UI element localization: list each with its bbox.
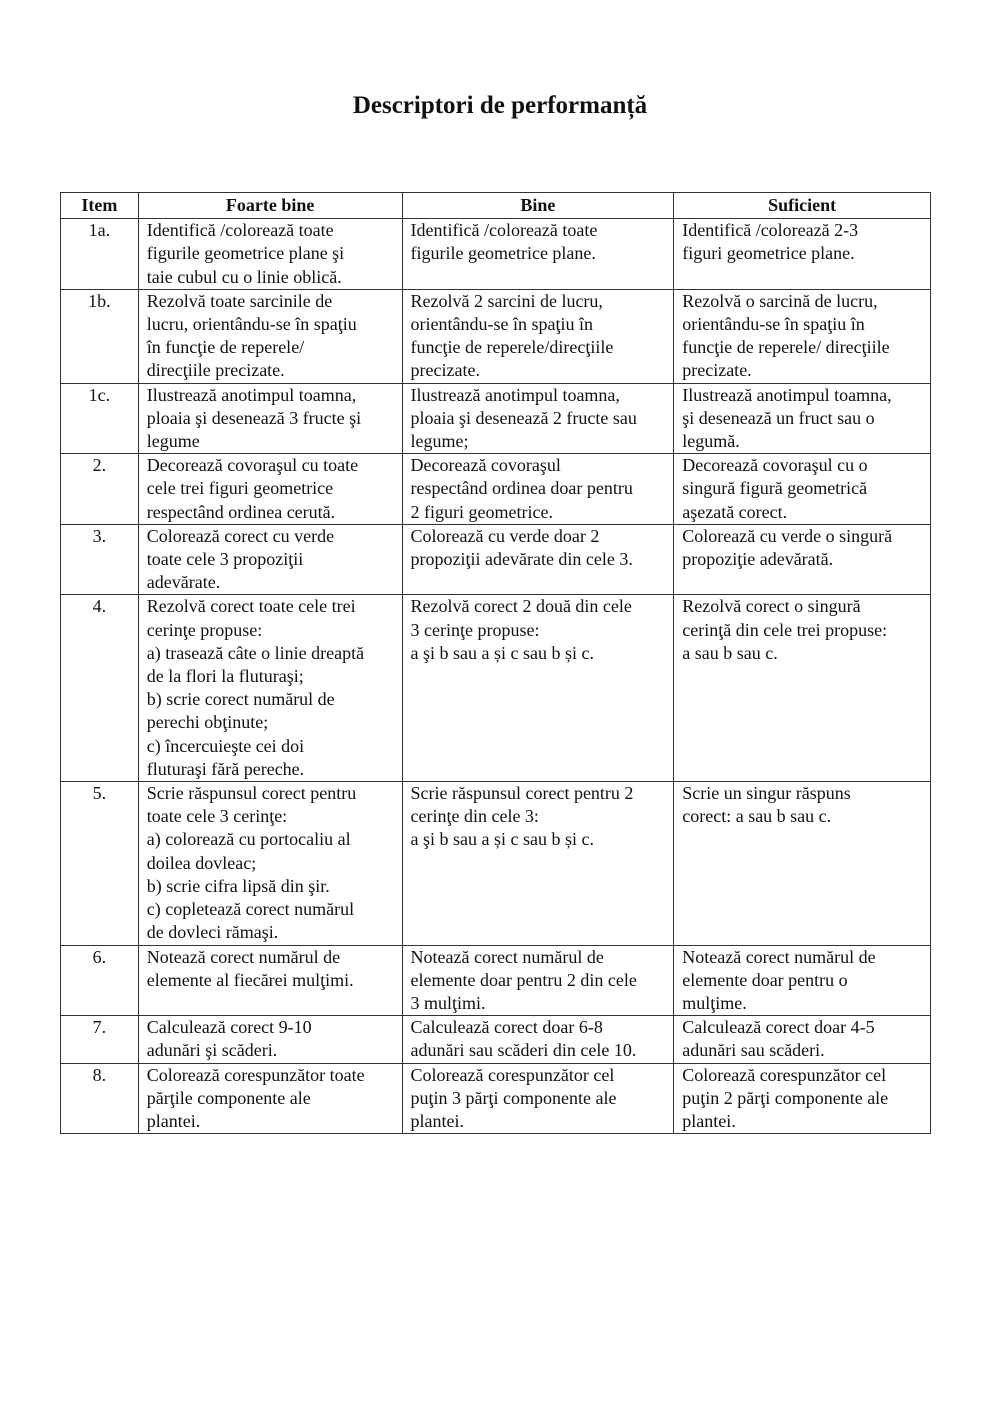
cell-foarte-bine (138, 1016, 402, 1063)
cell-line: de la flori la fluturaşi; (146, 666, 304, 687)
cell-line: elemente doar pentru 2 din cele (410, 969, 637, 990)
cell-line: plantei. (410, 1110, 464, 1131)
cell-line: figurile geometrice plane şi (146, 243, 345, 264)
table-row (61, 782, 931, 945)
cell-line: mulţime. (682, 992, 747, 1013)
cell-line: Identifică /colorează toate (146, 220, 334, 241)
cell-line: adunări sau scăderi. (682, 1040, 825, 1061)
cell-line: Scrie răspunsul corect pentru (146, 783, 357, 804)
cell-suficient (674, 289, 931, 383)
cell-line: Decorează covoraşul cu toate (146, 455, 359, 476)
cell-line: în funcţie de reperele/ (146, 337, 305, 358)
cell-line: Rezolvă corect o singură (682, 596, 861, 617)
cell-line: c) copletează corect numărul (146, 899, 355, 920)
header-suficient: Suficient (674, 193, 931, 219)
cell-line: Ilustrează anotimpul toamna, (682, 384, 892, 405)
cell-item: 7. (61, 1016, 139, 1063)
cell-line: ploaia şi desenează 3 fructe şi (146, 407, 362, 428)
cell-line: legume; (410, 431, 469, 452)
cell-foarte-bine (138, 945, 402, 1016)
cell-line: Notează corect numărul de (410, 946, 604, 967)
table-row (61, 454, 931, 525)
cell-line: Calculează corect doar 4-5 (682, 1017, 875, 1038)
cell-line: funcţie de reperele/ direcţiile (682, 337, 890, 358)
cell-line: puţin 3 părţi componente ale (410, 1087, 617, 1108)
cell-line: figurile geometrice plane. (410, 243, 596, 264)
cell-suficient (674, 383, 931, 454)
cell-line: legume (146, 431, 200, 452)
cell-bine (402, 219, 674, 290)
cell-line: a şi b sau a și c sau b și c. (410, 829, 594, 850)
cell-line: respectând ordinea cerută. (146, 501, 336, 522)
cell-foarte-bine (138, 1063, 402, 1134)
cell-line: Identifică /colorează toate (410, 220, 598, 241)
cell-line: Scrie răspunsul corect pentru 2 (410, 783, 634, 804)
cell-item: 1b. (61, 289, 139, 383)
cell-line: a sau b sau c. (682, 642, 778, 663)
cell-bine (402, 1063, 674, 1134)
header-item: Item (61, 193, 139, 219)
cell-line: direcţiile precizate. (146, 360, 285, 381)
cell-line: Notează corect numărul de (146, 946, 341, 967)
cell-item: 8. (61, 1063, 139, 1134)
cell-line: adunări şi scăderi. (146, 1040, 278, 1061)
cell-line: Rezolvă toate sarcinile de (146, 290, 333, 311)
cell-line: Calculează corect doar 6-8 (410, 1017, 603, 1038)
cell-line: respectând ordinea doar pentru (410, 478, 633, 499)
header-foarte-bine: Foarte bine (138, 193, 402, 219)
cell-foarte-bine (138, 219, 402, 290)
cell-item: 1c. (61, 383, 139, 454)
cell-line: Ilustrează anotimpul toamna, (410, 384, 620, 405)
cell-line: funcţie de reperele/direcţiile (410, 337, 614, 358)
cell-line: plantei. (682, 1110, 736, 1131)
cell-line: doilea dovleac; (146, 852, 257, 873)
cell-bine (402, 524, 674, 595)
cell-line: taie cubul cu o linie oblică. (146, 266, 342, 287)
table-row (61, 383, 931, 454)
cell-item: 4. (61, 595, 139, 782)
cell-foarte-bine (138, 524, 402, 595)
descriptors-table (60, 192, 931, 1134)
cell-line: Colorează cu verde doar 2 (410, 525, 600, 546)
cell-suficient (674, 945, 931, 1016)
cell-bine (402, 383, 674, 454)
cell-line: b) scrie cifra lipsă din şir. (146, 875, 330, 896)
cell-line: fluturaşi fără pereche. (146, 758, 305, 779)
cell-line: Identifică /colorează 2-3 (682, 220, 859, 241)
cell-line: precizate. (682, 360, 752, 381)
cell-foarte-bine (138, 289, 402, 383)
cell-line: b) scrie corect numărul de (146, 689, 335, 710)
cell-line: elemente al fiecărei mulţimi. (146, 969, 354, 990)
cell-line: cerinţe propuse: (146, 619, 263, 640)
cell-foarte-bine (138, 454, 402, 525)
cell-line: 3 mulţimi. (410, 992, 486, 1013)
cell-line: singură figură geometrică (682, 478, 868, 499)
table-row (61, 219, 931, 290)
cell-bine (402, 1016, 674, 1063)
cell-line: cele trei figuri geometrice (146, 478, 334, 499)
cell-line: Decorează covoraşul (410, 455, 561, 476)
cell-bine (402, 595, 674, 782)
cell-line: Colorează corespunzător toate (146, 1064, 365, 1085)
cell-line: şi desenează un fruct sau o (682, 407, 875, 428)
cell-line: elemente doar pentru o (682, 969, 848, 990)
cell-line: Colorează corect cu verde (146, 525, 335, 546)
cell-bine (402, 945, 674, 1016)
table-row (61, 1063, 931, 1134)
cell-line: Rezolvă corect 2 două din cele (410, 596, 632, 617)
table-row (61, 524, 931, 595)
cell-line: a) colorează cu portocaliu al (146, 829, 351, 850)
cell-suficient (674, 524, 931, 595)
table-row (61, 289, 931, 383)
cell-line: ploaia şi desenează 2 fructe sau (410, 407, 637, 428)
cell-line: aşezată corect. (682, 501, 788, 522)
cell-line: c) încercuieşte cei doi (146, 735, 305, 756)
cell-line: precizate. (410, 360, 480, 381)
cell-foarte-bine (138, 782, 402, 945)
cell-line: corect: a sau b sau c. (682, 806, 832, 827)
cell-foarte-bine (138, 595, 402, 782)
cell-line: plantei. (146, 1110, 201, 1131)
cell-suficient (674, 1063, 931, 1134)
cell-line: toate cele 3 propoziţii (146, 549, 304, 570)
header-bine: Bine (402, 193, 674, 219)
cell-line: lucru, orientându-se în spaţiu (146, 314, 357, 335)
cell-line: orientându-se în spaţiu în (410, 314, 593, 335)
cell-bine (402, 454, 674, 525)
table-body (61, 219, 931, 1134)
cell-line: toate cele 3 cerinţe: (146, 806, 288, 827)
cell-bine (402, 289, 674, 383)
cell-item: 5. (61, 782, 139, 945)
cell-foarte-bine (138, 383, 402, 454)
table-row (61, 945, 931, 1016)
cell-line: Colorează corespunzător cel (682, 1064, 887, 1085)
cell-item: 6. (61, 945, 139, 1016)
cell-line: perechi obţinute; (146, 712, 269, 733)
cell-line: figuri geometrice plane. (682, 243, 855, 264)
cell-suficient (674, 782, 931, 945)
cell-line: propoziţii adevărate din cele 3. (410, 549, 633, 570)
cell-line: 3 cerinţe propuse: (410, 619, 540, 640)
cell-line: Decorează covoraşul cu o (682, 455, 868, 476)
cell-suficient (674, 454, 931, 525)
cell-line: orientându-se în spaţiu în (682, 314, 865, 335)
cell-line: Notează corect numărul de (682, 946, 876, 967)
cell-line: 2 figuri geometrice. (410, 501, 553, 522)
cell-line: Rezolvă 2 sarcini de lucru, (410, 290, 603, 311)
cell-line: Colorează cu verde o singură (682, 525, 893, 546)
cell-line: cerinţă din cele trei propuse: (682, 619, 888, 640)
cell-line: legumă. (682, 431, 740, 452)
cell-line: puţin 2 părţi componente ale (682, 1087, 889, 1108)
cell-line: Rezolvă corect toate cele trei (146, 596, 356, 617)
cell-item: 3. (61, 524, 139, 595)
table-row (61, 1016, 931, 1063)
cell-suficient (674, 1016, 931, 1063)
cell-line: Rezolvă o sarcină de lucru, (682, 290, 878, 311)
cell-line: de dovleci rămaşi. (146, 922, 279, 943)
cell-suficient (674, 595, 931, 782)
page-title: Descriptori de performanță (352, 92, 648, 119)
cell-line: adevărate. (146, 572, 221, 593)
cell-line: a şi b sau a și c sau b și c. (410, 642, 594, 663)
cell-line: Scrie un singur răspuns (682, 783, 851, 804)
cell-item: 2. (61, 454, 139, 525)
table-header-row (61, 193, 931, 219)
cell-bine (402, 782, 674, 945)
cell-line: Colorează corespunzător cel (410, 1064, 615, 1085)
cell-suficient (674, 219, 931, 290)
cell-line: cerinţe din cele 3: (410, 806, 539, 827)
cell-line: a) trasează câte o linie dreaptă (146, 642, 365, 663)
cell-line: Ilustrează anotimpul toamna, (146, 384, 357, 405)
cell-line: adunări sau scăderi din cele 10. (410, 1040, 637, 1061)
cell-line: Calculează corect 9-10 (146, 1017, 312, 1038)
cell-item: 1a. (61, 219, 139, 290)
cell-line: propoziţie adevărată. (682, 549, 834, 570)
cell-line: părţile componente ale (146, 1087, 311, 1108)
table-row (61, 595, 931, 782)
